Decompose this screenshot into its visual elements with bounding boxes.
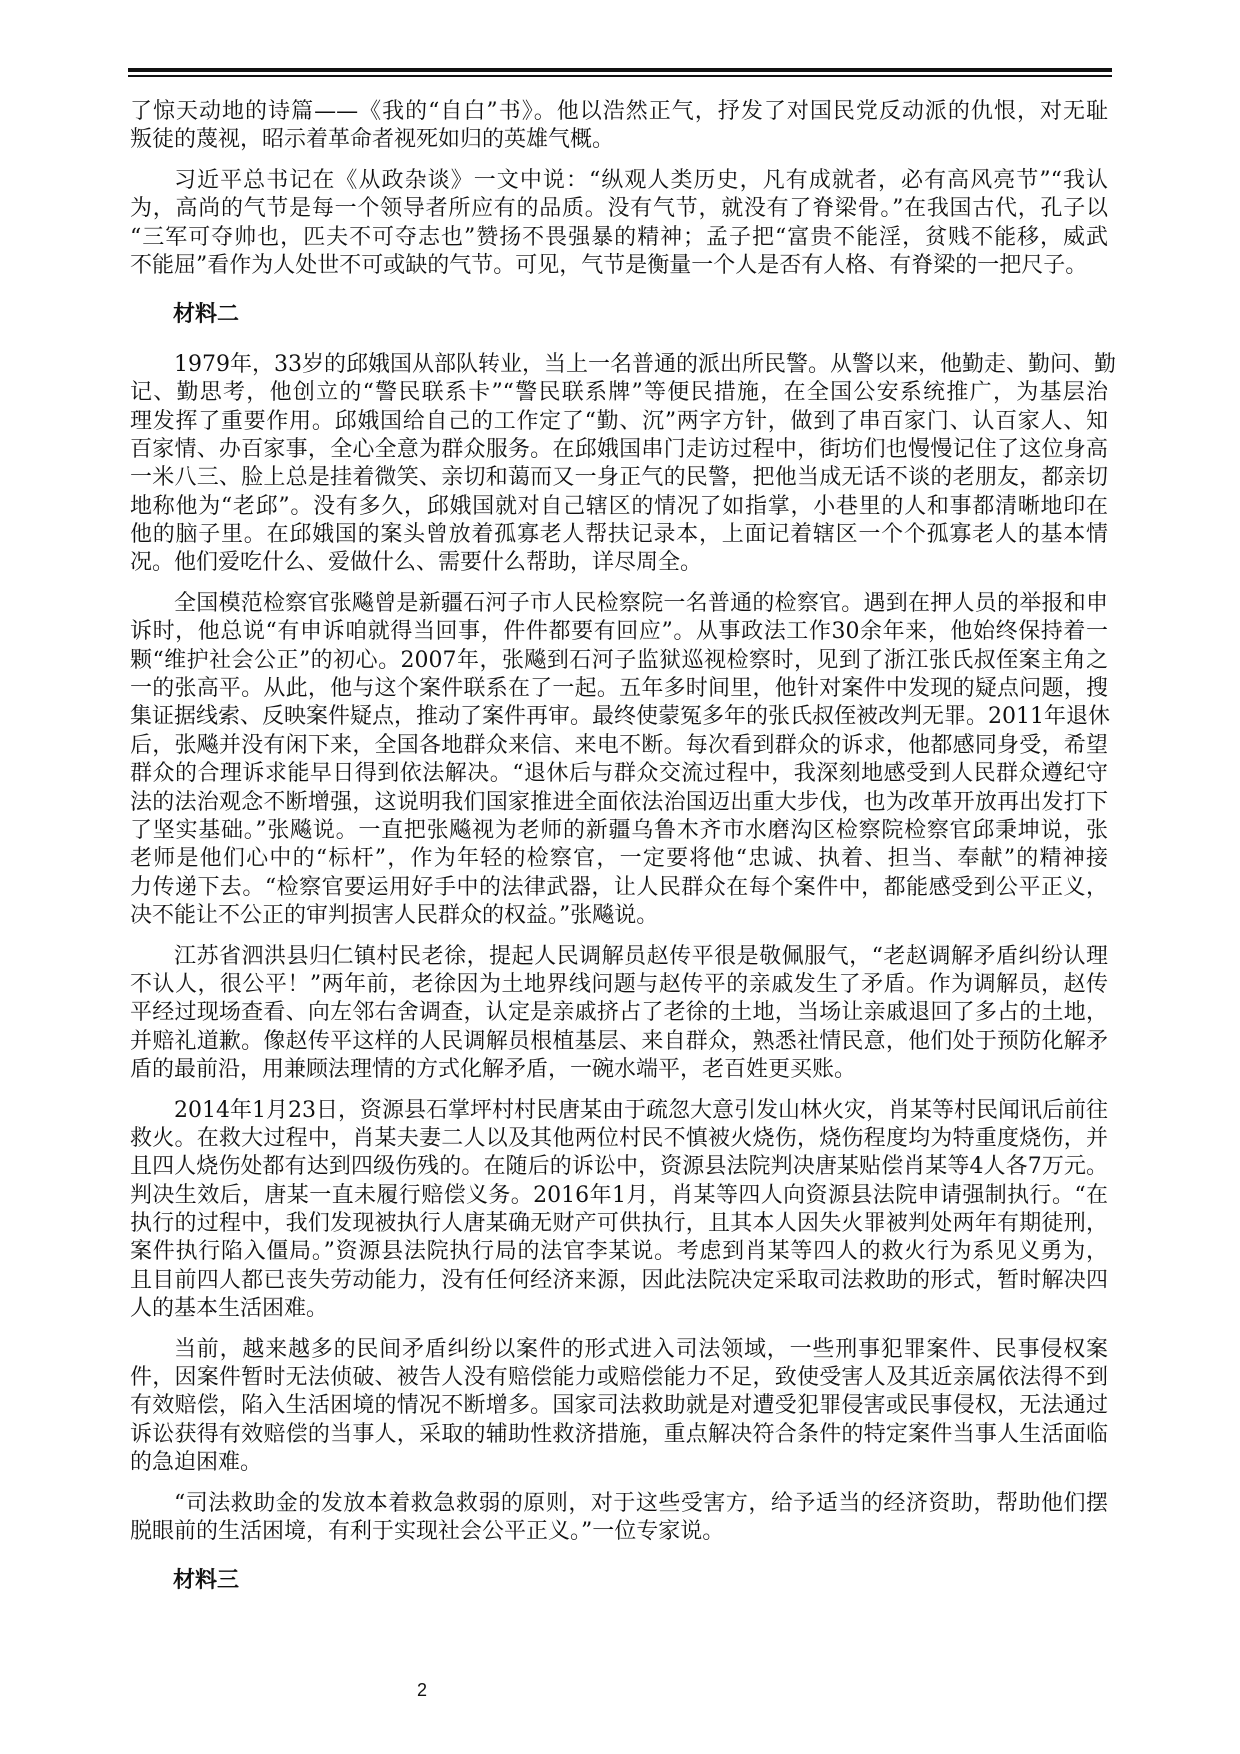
text-line: 江苏省泗洪县归仁镇村民老徐，提起人民调解员赵传平很是敬佩服气，“老赵调解矛盾纠纷认理: [174, 943, 1108, 969]
text-line: 执行的过程中，我们发现被执行人唐某确无财产可供执行，且其本人因失火罪被判处两年有期徒刑，: [130, 1211, 1108, 1237]
text-line: 救火。在救大过程中，肖某夫妻二人以及其他两位村民不慎被火烧伤，烧伤程度均为特重度烧伤，并: [130, 1125, 1108, 1151]
text-line: “司法救助金的发放本着救急救弱的原则，对于这些受害方，给予适当的经济资助，帮助他们摆: [174, 1490, 1108, 1516]
text-line: 了坚实基础。”张飚说。一直把张飚视为老师的新疆乌鲁木齐市水磨沟区检察院检察官邱秉坤说，张: [130, 818, 1108, 843]
text-line: 有效赔偿，陷入生活困境的情况不断增多。国家司法救助就是对遭受犯罪侵害或民事侵权，无法通过: [130, 1393, 1108, 1419]
text-line: 脱眼前的生活困境，有利于实现社会公平正义。”一位专家说。: [130, 1518, 725, 1544]
text-line: 况。他们爱吃什么、爱做什么、需要什么帮助，详尽周全。: [130, 550, 703, 576]
text-line: 一的张高平。从此，他与这个案件联系在了一起。五年多时间里，他针对案件中发现的疑点问题，搜: [130, 676, 1108, 702]
text-line: 他的脑子里。在邱娥国的案头曾放着孤寡老人帮扶记录本，上面记着辖区一个个孤寡老人的基本情: [130, 522, 1108, 548]
text-line: 老师是他们心中的“标杆”，作为年轻的检察官，一定要将他“忠诚、执着、担当、奉献”的精神接: [130, 846, 1108, 872]
paragraph: [130, 590, 1108, 931]
text-line: 百家情、办百家事，全心全意为群众服务。在邱娥国串门走访过程中，街坊们也慢慢记住了这位身高: [130, 436, 1108, 462]
text-line: “三军可夺帅也，匹夫不可夺志也”赞扬不畏强暴的精神；孟子把“富贵不能淫，贫贱不能移，威武: [130, 224, 1108, 250]
text-line: 并赔礼道歉。像赵传平这样的人民调解员根植基层、来自群众，熟悉社情民意，他们处于预防化解矛: [130, 1028, 1108, 1054]
text-line: 了惊天动地的诗篇——《我的“自白”书》。他以浩然正气，抒发了对国民党反动派的仇恨，对无耻: [130, 99, 1108, 124]
paragraph: [130, 943, 1108, 1085]
text-line: 理发挥了重要作用。邱娥国给自己的工作定了“勤、沉”两字方针，做到了串百家门、认百家人、知: [130, 408, 1108, 434]
paragraph: [130, 167, 1108, 281]
text-line: 诉讼获得有效赔偿的当事人，采取的辅助性救济措施，重点解决符合条件的特定案件当事人生活面临: [130, 1421, 1108, 1447]
paragraph: [130, 98, 1108, 155]
text-line: 不认人，很公平！”两年前，老徐因为土地界线问题与赵传平的亲戚发生了矛盾。作为调解员，赵传: [130, 971, 1108, 997]
paragraph: [130, 1097, 1108, 1324]
text-line: 力传递下去。“检察官要运用好手中的法律武器，让人民群众在每个案件中，都能感受到公平正义，: [130, 874, 1108, 900]
text-line: 人的基本生活困难。: [130, 1296, 329, 1322]
header-rule-thin: [128, 75, 1112, 77]
section-heading: 材料二: [173, 302, 240, 328]
paragraph: [130, 1490, 1108, 1547]
text-line: 后，张飚并没有闲下来，全国各地群众来信、来电不断。每次看到群众的诉求，他都感同身受，希望: [130, 732, 1108, 758]
text-line: 决不能让不公正的审判损害人民群众的权益。”张飚说。: [130, 903, 659, 929]
text-line: 习近平总书记在《从政杂谈》一文中说：“纵观人类历史，凡有成就者，必有高风亮节”“我认: [174, 167, 1108, 193]
text-line: 群众的合理诉求能早日得到依法解决。“退休后与群众交流过程中，我深刻地感受到人民群众遵纪守: [130, 761, 1108, 787]
paragraph: [130, 1336, 1108, 1478]
text-line: 当前，越来越多的民间矛盾纠纷以案件的形式进入司法领域，一些刑事犯罪案件、民事侵权案: [174, 1336, 1108, 1362]
text-line: 1979年，33岁的邱娥国从部队转业，当上一名普通的派出所民警。从警以来，他勤走、勤问、勤: [174, 351, 1116, 377]
text-line: 判决生效后，唐某一直未履行赔偿义务。2016年1月，肖某等四人向资源县法院申请强制执行。“在: [130, 1182, 1108, 1208]
paragraph: [130, 351, 1116, 578]
header-rule-thick: [128, 68, 1112, 72]
text-line: 诉时，他总说“有申诉咱就得当回事，件件都要有回应”。从事政法工作30余年来，他始终保持着一: [130, 619, 1108, 645]
text-line: 叛徒的蔑视，昭示着革命者视死如归的英雄气概。: [130, 127, 615, 153]
text-line: 地称他为“老邱”。没有多久，邱娥国就对自己辖区的情况了如指掌，小巷里的人和事都清晰地印在: [130, 493, 1108, 519]
document-body: [130, 98, 1116, 1617]
text-line: 的急迫困难。: [130, 1450, 263, 1476]
text-line: 且四人烧伤处都有达到四级伤残的。在随后的诉讼中，资源县法院判决唐某贴偿肖某等4人各7万元。: [130, 1154, 1108, 1180]
text-line: 法的法治观念不断增强，这说明我们国家推进全面依法治国迈出重大步伐，也为改革开放再出发打下: [130, 789, 1108, 815]
text-line: 集证据线索、反映案件疑点，推动了案件再审。最终使蒙冤多年的张氏叔侄被改判无罪。2011年退休: [130, 704, 1110, 730]
text-line: 为，高尚的气节是每一个领导者所应有的品质。没有气节，就没有了脊梁骨。”在我国古代，孔子以: [130, 196, 1108, 222]
page-number: 2: [417, 1680, 428, 1700]
text-line: 不能屈”看作为人处世不可或缺的气节。可见，气节是衡量一个人是否有人格、有脊梁的一把尺子。: [130, 252, 1088, 278]
text-line: 记、勤思考，他创立的“警民联系卡”“警民联系牌”等便民措施，在全国公安系统推广，为基层治: [130, 380, 1108, 406]
text-line: 且目前四人都已丧失劳动能力，没有任何经济来源，因此法院决定采取司法救助的形式，暂时解决四: [130, 1267, 1108, 1293]
text-line: 全国模范检察官张飚曾是新疆石河子市人民检察院一名普通的检察官。遇到在押人员的举报和申: [174, 590, 1108, 616]
section-heading: 材料三: [173, 1568, 240, 1594]
text-line: 一米八三、脸上总是挂着微笑、亲切和蔼而又一身正气的民警，把他当成无话不谈的老朋友，都亲切: [130, 465, 1108, 491]
text-line: 件，因案件暂时无法侦破、被告人没有赔偿能力或赔偿能力不足，致使受害人及其近亲属依法得不到: [130, 1365, 1108, 1391]
text-line: 平经过现场查看、向左邻右舍调查，认定是亲戚挤占了老徐的土地，当场让亲戚退回了多占的土地，: [130, 1000, 1108, 1026]
text-line: 案件执行陷入僵局。”资源县法院执行局的法官李某说。考虑到肖某等四人的救火行为系见义勇为，: [130, 1239, 1108, 1265]
text-line: 盾的最前沿，用兼顾法理情的方式化解矛盾，一碗水端平，老百姓更买账。: [130, 1057, 857, 1083]
text-line: 2014年1月23日，资源县石掌坪村村民唐某由于疏忽大意引发山林火灾，肖某等村民闻讯后前往: [174, 1097, 1108, 1123]
text-line: 颗“维护社会公正”的初心。2007年，张飚到石河子监狱巡视检察时，见到了浙江张氏叔侄案主角之: [130, 647, 1108, 673]
